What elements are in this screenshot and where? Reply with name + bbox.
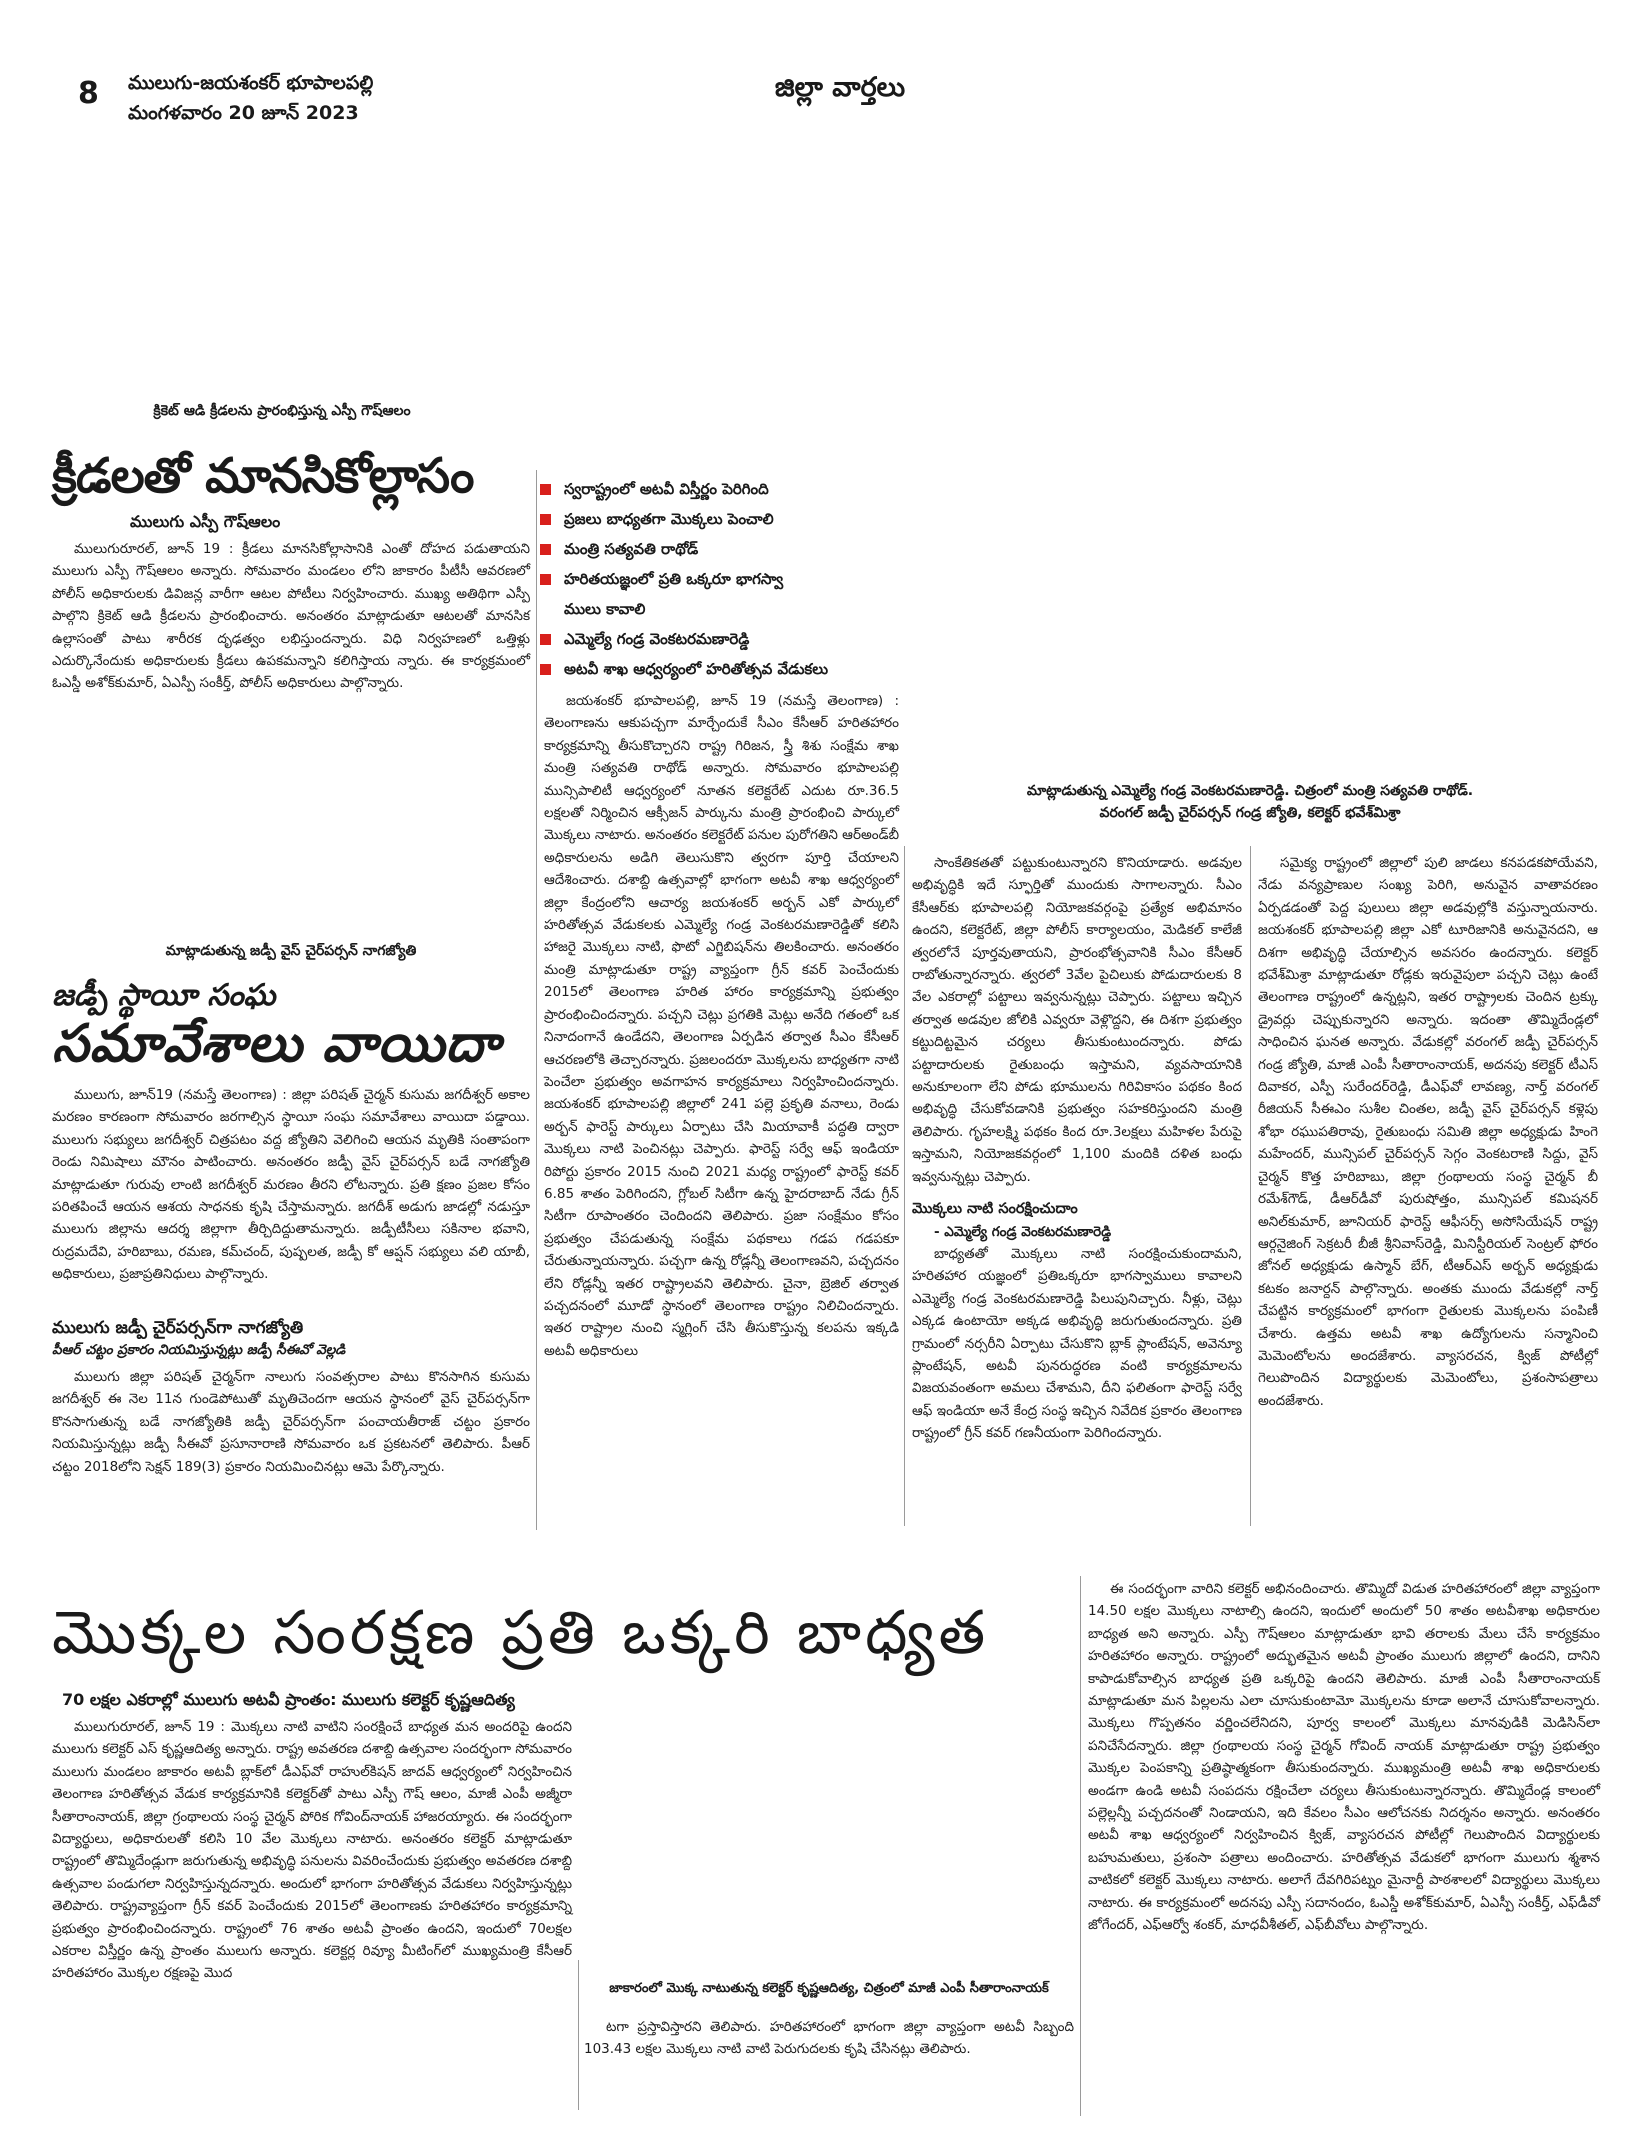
story2-body2-text: ములుగు జిల్లా పరిషత్ చైర్మన్‌గా నాలుగు సంవత్సరాల పాటు కొనసాగిన కుసుమ జగదీశ్వర్ ఈ నెల 11న గుండెపోటుతో మృతిచెందగా ఆయన స్థానంలో వైస్ చైర్‌పర్సన్‌గా కొనసాగుతున్న బడే నాగజ్యోతికి జడ్పీ చైర్‌పర్సన్‌గా పంచాయతీరాజ్ చట్టం ప్రకారం నియమిస్తున్నట్లు జడ్పీ సీఈవో ప్రసూనారాణి సోమవారం ఒక ప్రకటనలో తెలిపారు. పీఆర్ చట్టం 2018లోని సెక్షన్ 189(3) ప్రకారం నియమించినట్లు ఆమె పేర్కొన్నారు.	[52, 1369, 530, 1475]
story3-col2b-text: బాధ్యతతో మొక్కలు నాటి సంరక్షించుకుందామని, హరితహార యజ్ఞంలో ప్రతిఒక్కరూ భాగస్వాములు కావాలని ఎమ్మెల్యే గండ్ర వెంకటరమణారెడ్డి పిలుపునిచ్చారు. నీళ్లు, చెట్లు ఎక్కడ ఉంటాయో అక్కడ అభివృద్ధి జరుగుతుందన్నారు. ప్రతి గ్రామంలో నర్సరీని ఏర్పాటు చేసుకొని బ్లాక్ ప్లాంటేషన్, అవెన్యూ ప్లాంటేషన్, అటవీ పునరుద్ధరణ వంటి కార్యక్రమాలను విజయవంతంగా అమలు చేశామని, దీని ఫలితంగా ఫారెస్ట్ సర్వే ఆఫ్ ఇండియా అనే కేంద్ర సంస్థ ఇచ్చిన నివేదిక ప్రకారం తెలంగాణ రాష్ట్రంలో గ్రీన్ కవర్ గణనీయంగా పెరిగిందన్నారు.	[912, 1245, 1242, 1442]
story3-col3-text: సమైక్య రాష్ట్రంలో జిల్లాలో పులి జాడలు కనపడకపోయేవని, నేడు వన్యప్రాణుల సంఖ్య పెరిగి, అనువైన వాతావరణం ఏర్పడడంతో పెద్ద పులులు జిల్లా అడవుల్లోకి వస్తున్నాయనారు. జయశంకర్ భూపాలపల్లి జిల్లా ఎకో టూరిజానికి అనువైనదని, ఆ దిశగా అభివృద్ధి చేయాల్సిన అవసరం ఉందన్నారు. కలెక్టర్ భవేశ్‌మిశ్రా మాట్లాడుతూ రోడ్లకు ఇరువైపులా పచ్చని చెట్లు ఉంటే తెలంగాణ రాష్ట్రంలో ఉన్నట్లని, ఇతర రాష్ట్రాలకు చెందిన ట్రక్కు డ్రైవర్లు చెప్పుకున్నారని అన్నారు. ఇదంతా తొమ్మిదేండ్లలో సాధించిన ఘనత అన్నారు. వేడుకల్లో వరంగల్ జడ్పీ చైర్‌పర్సన్ గండ్ర జ్యోతి, మాజీ ఎంపీ సీతారాంనాయక్, అదనపు కలెక్టర్ టీఎస్ దివాకర, ఎస్పీ సురేందర్‌రెడ్డి, డీఎఫ్‌వో లావణ్య, నార్త్ వరంగల్ రీజియన్ సీఈఎం సుశీల చింతల, జడ్పీ వైస్ చైర్‌పర్సన్ కళ్లెపు శోభా రఘుపతిరావు, రైతుబంధు సమితి జిల్లా అధ్యక్షుడు హింగె మహేందర్, మున్సిపల్ చైర్‌పర్సన్ సెగ్గం వెంకటరాణి సిద్దు, వైస్ చైర్మన్ కొత్త హరిబాబు, జిల్లా గ్రంథాలయ సంస్థ చైర్మన్ బీ రమేశ్‌గౌడ్, డీఆర్‌డీవో పురుషోత్తం, మున్సిపల్ కమిషనర్ అనిల్‌కుమార్, జూనియర్ ఫారెస్ట్ ఆఫీసర్స్ అసోసియేషన్ రాష్ట్ర ఆర్గనైజింగ్ సెక్రటరీ బీజీ శ్రీనివాస్‌రెడ్డి, మినిస్టీరియల్ సెంట్రల్ ఫోరం జోనల్ అధ్యక్షుడు ఉస్మాన్ బేగ్, టీఆర్‌ఎస్ అర్బన్ అధ్యక్షుడు కటకం జనార్దన్ పాల్గొన్నారు. అంతకు ముందు వేడుకల్లో నార్త్ చేపట్టిన కార్యక్రమంలో భాగంగా రైతులకు మొక్కలను పంపిణీ చేశారు. ఉత్తమ అటవీ శాఖ ఉద్యోగులను సన్మానించి మెమెంటోలను అందజేశారు. వ్యాసరచన, క్విజ్ పోటీల్లో గెలుపొందిన విద్యార్థులకు మెమెంటోలు, ప్రశంసాపత్రాలు అందజేశారు.	[1258, 855, 1598, 1409]
masthead	[128, 68, 373, 128]
story2-subheadline2: పీఆర్ చట్టం ప్రకారం నియమిస్తున్నట్లు జడ్పీ సీఈవో వెల్లడి	[52, 1342, 346, 1358]
story2-headline-line1: జడ్పీ స్థాయీ సంఘ	[52, 978, 276, 1013]
story2-body-text: ములుగు, జూన్19 (నమస్తే తెలంగాణ) : జిల్లా పరిషత్ చైర్మన్ కుసుమ జగదీశ్వర్ అకాల మరణం కారణంగా సోమవారం జరగాల్సిన స్థాయీ సంఘ సమావేశాలు వాయిదా పడ్డాయి. ములుగు సభ్యులు జగదీశ్వర్ చిత్రపటం వద్ద జ్యోతిని వెలిగించి ఆయన మృతికి సంతాపంగా రెండు నిమిషాలు మౌనం పాటించారు. అనంతరం జడ్పీ వైస్ చైర్‌పర్సన్ బడే నాగజ్యోతి మాట్లాడుతూ గురువు లాంటి జగదీశ్వర్ మరణం తీరని లోటన్నారు. ప్రతి క్షణం ప్రజల కోసం పరితపించే ఆయన ఆశయ సాధనకు కృషి చేస్తామన్నారు. జగదీశ్ అడుగు జాడల్లో నడుస్తూ ములుగు జిల్లాను ఆదర్శ జిల్లాగా తీర్చిదిద్దుతామన్నారు. జడ్పీటీసీలు సకినాల భవాని, రుద్రమదేవి, హరిబాబు, రమణ, కమ్‌చంద్, పుష్పలత, జడ్పీ కో ఆప్షన్ సభ్యులు వలి యాబీ, అధికారులు, ప్రజాప్రతినిధులు పాల్గొన్నారు.	[52, 1087, 530, 1283]
story2-subheadline: ములుగు జడ్పీ చైర్‌పర్సన్‌గా నాగజ్యోతి	[52, 1318, 304, 1338]
story3-col1-text: జయశంకర్ భూపాలపల్లి, జూన్ 19 (నమస్తే తెలంగాణ) : తెలంగాణను ఆకుపచ్చగా మార్చేందుకే సీఎం కేసీఆర్ హరితహారం కార్యక్రమాన్ని తీసుకొచ్చారని రాష్ట్ర గిరిజన, స్త్రీ శిశు సంక్షేమ శాఖ మంత్రి సత్యవతి రాథోడ్ అన్నారు. సోమవారం భూపాలపల్లి మున్సిపాలిటీ ఆధ్వర్యంలో నూతన కలెక్టరేట్ ఎదుట రూ.36.5 లక్షలతో నిర్మించిన ఆక్సీజన్ పార్కును మంత్రి ప్రారంభించి పార్కులో మొక్కలు నాటారు. అనంతరం కలెక్టరేట్ పనుల పురోగతిని ఆర్‌అండ్‌బీ అధికారులను అడిగి తెలుసుకొని త్వరగా పూర్తి చేయాలని ఆదేశించారు. దశాబ్ది ఉత్సవాల్లో భాగంగా అటవీ శాఖ ఆధ్వర్యంలో జిల్లా కేంద్రంలోని ఆచార్య జయశంకర్ అర్బన్ ఎకో పార్కులో హరితోత్సవ వేడుకలకు ఎమ్మెల్యే గండ్ర వెంకటరమణారెడ్డితో కలిసి హాజరై మొక్కలు నాటి, ఫొటో ఎగ్జిబిషన్‌ను తిలకించారు. అనంతరం మంత్రి మాట్లాడుతూ రాష్ట్ర వ్యాప్తంగా గ్రీన్ కవర్ పెంచేందుకు 2015లో తెలంగాణ హరిత హారం కార్యక్రమాన్ని ప్రభుత్వం ప్రారంభించిందన్నారు. పచ్చని చెట్లు ప్రగతికి మెట్లు అనేది గతంలో ఒక నినాదంగానే ఉండేదని, తెలంగాణ ఏర్పడిన తర్వాత సీఎం కేసీఆర్ ఆచరణలోకి తెచ్చారన్నారు. ప్రజలందరూ మొక్కలను బాధ్యతగా నాటి పెంచేలా ప్రభుత్వం అవగాహన కార్యక్రమాలు నిర్వహించిందన్నారు. జయశంకర్ భూపాలపల్లి జిల్లాలో 241 పల్లె ప్రకృతి వనాలు, రెండు అర్బన్ ఫారెస్ట్ పార్కులు ఏర్పాటు చేసి మియావాకీ పద్ధతి ద్వారా మొక్కలు నాటి పెంచినట్లు చెప్పారు. ఫారెస్ట్ సర్వే ఆఫ్ ఇండియా రిపోర్టు ప్రకారం 2015 నుంచి 2021 మధ్య రాష్ట్రంలో ఫారెస్ట్ కవర్ 6.85 శాతం పెరిగిందని, గ్లోబల్ సిటీగా ఉన్న హైదరాబాద్ నేడు గ్రీన్ సిటీగా రూపాంతరం చెందిందని తెలిపారు. ప్రజా సంక్షేమం కోసం ప్రభుత్వం చేపడుతున్న సంక్షేమ పథకాలు గడప గడపకూ చేరుతున్నాయన్నారు. పచ్చగా ఉన్న రోడ్లన్నీ తెలంగాణవని, పచ్చదనం లేని రోడ్లన్నీ ఇతర రాష్ట్రాలవని తెలిపారు. చైనా, బ్రెజిల్ తర్వాత పచ్చదనంలో మూడో స్థానంలో తెలంగాణ రాష్ట్రం నిలిచిందన్నారు. ఇతర రాష్ట్రాల నుంచి స్మగ్లింగ్ చేసి తీసుకొస్తున్న కలపను ఇక్కడి అటవీ అధికారులు	[544, 693, 899, 1359]
story3-col2-byline: - ఎమ్మెల్యే గండ్ర వెంకటరమణారెడ్డి	[934, 1223, 1112, 1240]
column-rule	[1250, 846, 1251, 1526]
story3-col2	[912, 852, 1242, 1445]
story2-headline-line2: సమావేశాలు వాయిదా	[52, 1014, 501, 1074]
bullet-item: హరితయజ్ఞంలో ప్రతి ఒక్కరూ భాగస్వా	[540, 564, 900, 594]
story3-col3	[1258, 852, 1598, 1412]
story1-photo-caption: క్రికెట్ ఆడి క్రీడలను ప్రారంభిస్తున్న ఎస్పీ గౌష్ఆలం	[153, 403, 411, 419]
story3-col2-subhead: మొక్కలు నాటి సంరక్షించుదాం	[912, 1201, 1078, 1218]
story4-subheadline: 70 లక్షల ఎకరాల్లో ములుగు అటవీ ప్రాంతం: ములుగు కలెక్టర్ కృష్ణఆదిత్య	[62, 1690, 515, 1709]
column-rule	[536, 470, 537, 1530]
bullet-item: ప్రజలు బాధ్యతగా మొక్కలు పెంచాలి	[540, 504, 900, 534]
story3-bullets	[540, 474, 900, 684]
section-title: జిల్లా వార్తలు	[774, 72, 906, 103]
story4-col3	[1088, 1578, 1600, 1937]
bullet-item: స్వరాష్ట్రంలో అటవీ విస్తీర్ణం పెరిగింది	[540, 474, 900, 504]
story1-body	[52, 538, 530, 695]
bullet-item: ఎమ్మెల్యే గండ్ర వెంకటరమణారెడ్డి	[540, 624, 900, 654]
column-rule	[904, 846, 905, 1526]
story4-headline: మొక్కల సంరక్షణ ప్రతి ఒక్కరి బాధ్యత	[52, 1598, 990, 1668]
masthead-edition: ములుగు-జయశంకర్ భూపాలపల్లి	[128, 72, 374, 94]
story3-col2-text: సాంకేతికతతో పట్టుకుంటున్నారని కొనియాడారు. అడవుల అభివృద్ధికి ఇదే స్ఫూర్తితో ముందుకు సాగాలన్నారు. సీఎం కేసీఆర్‌కు భూపాలపల్లి నియోజకవర్గంపై ప్రత్యేక అభిమానం ఉందని, కలెక్టరేట్, జిల్లా పోలీస్ కార్యాలయం, మెడికల్ కాలేజీ త్వరలోనే పూర్తవుతాయని, ప్రారంభోత్సవానికి సీఎం కేసీఆర్ రాబోతున్నారన్నారు. త్వరలో 3వేల పైచిలుకు పోడుదారులకు 8 వేల ఎకరాల్లో పట్టాలు ఇవ్వనున్నట్లు చెప్పారు. పట్టాలు ఇచ్చిన తర్వాత అడవుల జోలికి ఎవ్వరూ వెళ్లొద్దని, ఈ దిశగా ప్రభుత్వం కట్టుదిట్టమైన చర్యలు తీసుకుంటుందన్నారు. పోడు పట్టాదారులకు రైతుబంధు ఇస్తామని, వ్యవసాయానికి అనుకూలంగా లేని పోడు భూములను గిరివికాసం పథకం కింద అభివృద్ధి చేసుకోవడానికి ప్రభుత్వం సహకరిస్తుందని మంత్రి తెలిపారు. గృహలక్ష్మి పథకం కింద రూ.3లక్షలు మహిళల పేరుపై ఇస్తామని, నియోజకవర్గంలో 1,100 మందికి దళిత బంధు ఇవ్వనున్నట్లు చెప్పారు.	[912, 855, 1242, 1185]
story1-body-text: ములుగురూరల్, జూన్ 19 : క్రీడలు మానసికోల్లాసానికి ఎంతో దోహద పడుతాయని ములుగు ఎస్పీ గౌష్ఆలం అన్నారు. సోమవారం మండలం లోని జాకారం పీటీసీ ఆవరణలో పోలీస్ అధికారులకు డివిజన్ల వారీగా ఆటల పోటీలు నిర్వహించారు. ముఖ్య అతిథిగా ఎస్పీ పాల్గొని క్రికెట్ ఆడి క్రీడలను ప్రారంభించారు. అనంతరం మాట్లాడుతూ ఆటలతో మానసిక ఉల్లాసంతో పాటు శారీరక దృఢత్వం లభిస్తుందన్నారు. విధి నిర్వహణలో ఒత్తిళ్లు ఎదుర్కొనేందుకు అధికారులకు క్రీడలు ఉపకమన్నాని కలిగిస్తాయ న్నారు. ఈ కార్యక్రమంలో ఓఎస్డీ అశోక్‌కుమార్, ఏఎస్పీ సంకీర్త్, పోలీస్ అధికారులు పాల్గొన్నారు.	[52, 541, 530, 692]
story2-photo-caption: మాట్లాడుతున్న జడ్పీ వైస్ చైర్‌పర్సన్ నాగజ్యోతి	[165, 943, 417, 959]
bullet-item: ములు కావాలి	[564, 600, 646, 618]
column-rule	[578, 1960, 579, 2110]
story3-col1	[544, 690, 899, 1362]
story3-caption-line2: వరంగల్ జడ్పీ చైర్‌పర్సన్ గండ్ర జ్యోతి, కలెక్టర్ భవేశ్‌మిశ్రా	[1099, 805, 1401, 821]
story4-photo-caption: జాకారంలో మొక్క నాటుతున్న కలెక్టర్ కృష్ణఆదిత్య, చిత్రంలో మాజీ ఎంపీ సీతారాంనాయక్	[609, 1981, 1049, 1996]
story3-photo-caption	[900, 780, 1600, 824]
story3-caption-line1: మాట్లాడుతున్న ఎమ్మెల్యే గండ్ర వెంకటరమణారెడ్డి. చిత్రంలో మంత్రి సత్యవతి రాథోడ్.	[1026, 783, 1474, 799]
column-rule	[1080, 1576, 1081, 2116]
story2-body2	[52, 1366, 530, 1478]
story4-col1-text: ములుగురూరల్, జూన్ 19 : మొక్కలు నాటి వాటిని సంరక్షించే బాధ్యత మన అందరిపై ఉందని ములుగు కలెక్టర్ ఎస్ కృష్ణఆదిత్య అన్నారు. రాష్ట్ర అవతరణ దశాబ్ది ఉత్సవాల సందర్భంగా సోమవారం ములుగు మండలం జాకారం అటవీ బ్లాక్‌లో డీఎఫ్‌వో రాహుల్‌కిషన్ జాదవ్ ఆధ్వర్యంలో నిర్వహించిన తెలంగాణ హరితోత్సవ వేడుక కార్యక్రమానికి కలెక్టర్‌తో పాటు ఎస్పీ గౌష్ ఆలం, మాజీ ఎంపీ అజ్మీరా సీతారాంనాయక్, జిల్లా గ్రంథాలయ సంస్థ చైర్మన్ పోరిక గోవింద్‌నాయక్ హాజరయ్యారు. ఈ సందర్భంగా విద్యార్థులు, అధికారులతో కలిసి 10 వేల మొక్కలు నాటారు. అనంతరం కలెక్టర్ మాట్లాడుతూ రాష్ట్రంలో తొమ్మిదేండ్లుగా జరుగుతున్న అభివృద్ధి పనులను వివరించేందుకు ప్రభుత్వం అవతరణ దశాబ్ది ఉత్సవాల పండుగలా నిర్వహిస్తున్నదన్నారు. అందులో భాగంగా హరితోత్సవ వేడుకలు నిర్వహిస్తున్నట్లు తెలిపారు. రాష్ట్రవ్యాప్తంగా గ్రీన్ కవర్ పెంచేందుకు 2015లో తెలంగాణకు హరితహారం కార్యక్రమాన్ని ప్రభుత్వం ప్రారంభించిందన్నారు. రాష్ట్రంలో 76 శాతం అటవీ ప్రాంతం ఉందని, ఇందులో 70లక్షల ఎకరాల విస్తీర్ణం ఉన్న ప్రాంతం ములుగు అన్నారు. కలెక్టర్ల రివ్యూ మీటింగ్‌లో ముఖ్యమంత్రి కేసీఆర్ హరితహారం మొక్కల రక్షణపై మొద	[52, 1719, 572, 1982]
story2-body	[52, 1084, 530, 1286]
story4-col1	[52, 1716, 572, 1985]
bullet-item: అటవీ శాఖ ఆధ్వర్యంలో హరితోత్సవ వేడుకలు	[540, 654, 900, 684]
story4-col2	[584, 2016, 1074, 2061]
story4-col2-text: టగా ప్రస్తావిస్తారని తెలిపారు. హరితహారంలో భాగంగా జిల్లా వ్యాప్తంగా అటవీ సిబ్బంది 103.43 లక్షల మొక్కలు నాటి వాటి పెరుగుదలకు కృషి చేసినట్లు తెలిపారు.	[584, 2019, 1074, 2058]
page-number: 8	[78, 76, 99, 111]
masthead-date: మంగళవారం 20 జూన్ 2023	[128, 102, 359, 124]
bullet-item: మంత్రి సత్యవతి రాథోడ్	[540, 534, 900, 564]
story4-col3-text: ఈ సందర్భంగా వారిని కలెక్టర్ అభినందించారు. తొమ్మిదో విడుత హరితహారంలో జిల్లా వ్యాప్తంగా 14.50 లక్షల మొక్కలు నాటాల్సి ఉందని, ఇందులో అందులో 50 శాతం అటవీశాఖ అధికారుల బాధ్యత అని అన్నారు. ఎస్పీ గౌష్ఆలం మాట్లాడుతూ భావి తరాలకు మేలు చేసే కార్యక్రమం హరితహారం అన్నారు. రాష్ట్రంలో అద్భుతమైన అటవీ ప్రాంతం ములుగు జిల్లాలో ఉందని, దానిని కాపాడుకోవాల్సిన బాధ్యత ప్రతి ఒక్కరిపై ఉందని తెలిపారు. మాజీ ఎంపీ సీతారాంనాయక్ మాట్లాడుతూ మన పిల్లలను ఎలా చూసుకుంటామో మొక్కలను కూడా అలానే చూసుకోవాలన్నారు. మొక్కలు గొప్పతనం వర్ణించలేనిదని, పూర్వ కాలంలో మొక్కలు మానవుడికి మెడిసిన్‌లా పనిచేసేదన్నారు. జిల్లా గ్రంథాలయ సంస్థ చైర్మన్ గోవింద్ నాయక్ మాట్లాడుతూ రాష్ట్ర ప్రభుత్వం మొక్కల పెంపకాన్ని ప్రతిష్ఠాత్మకంగా తీసుకుందన్నారు. ముఖ్యమంత్రి అటవీ శాఖ అధికారులకు అండగా ఉండి అటవీ సంపదను రక్షించేలా చర్యలు తీసుకుంటున్నారన్నారు. తొమ్మిదేండ్ల కాలంలో పల్లెల్లన్నీ పచ్చదనంతో నిండాయని, ఇది కేవలం సీఎం ఆలోచనకు నిదర్శనం అన్నారు. అనంతరం అటవీ శాఖ ఆధ్వర్యంలో నిర్వహించిన క్విజ్, వ్యాసరచన పోటీల్లో గెలుపొందిన విద్యార్థులకు బహుమతులు, ప్రశంసా పత్రాలు అందించారు. హరితోత్సవ వేడుకలో భాగంగా ములుగు శ్మశాన వాటికలో కలెక్టర్ మొక్కలు నాటారు. అలాగే దేవగిరిపట్నం మైనార్టీ పాఠశాలలో విద్యార్థులు మొక్కలు నాటారు. ఈ కార్యక్రమంలో అదనపు ఎస్పీ సదానందం, ఓఎస్డీ అశోక్‌కుమార్, ఏఎస్పీ సంకీర్త్, ఎఫ్‌డీవో జోగేందర్, ఎఫ్‌ఆర్వో శంకర్, మాధవీశీతల్, ఎఫ్‌బీవోలు పాల్గొన్నారు.	[1088, 1581, 1600, 1934]
story1-byline: ములుగు ఎస్పీ గౌష్ఆలం	[130, 512, 281, 531]
story1-headline: క్రీడలతో మానసికోల్లాసం	[52, 448, 474, 504]
